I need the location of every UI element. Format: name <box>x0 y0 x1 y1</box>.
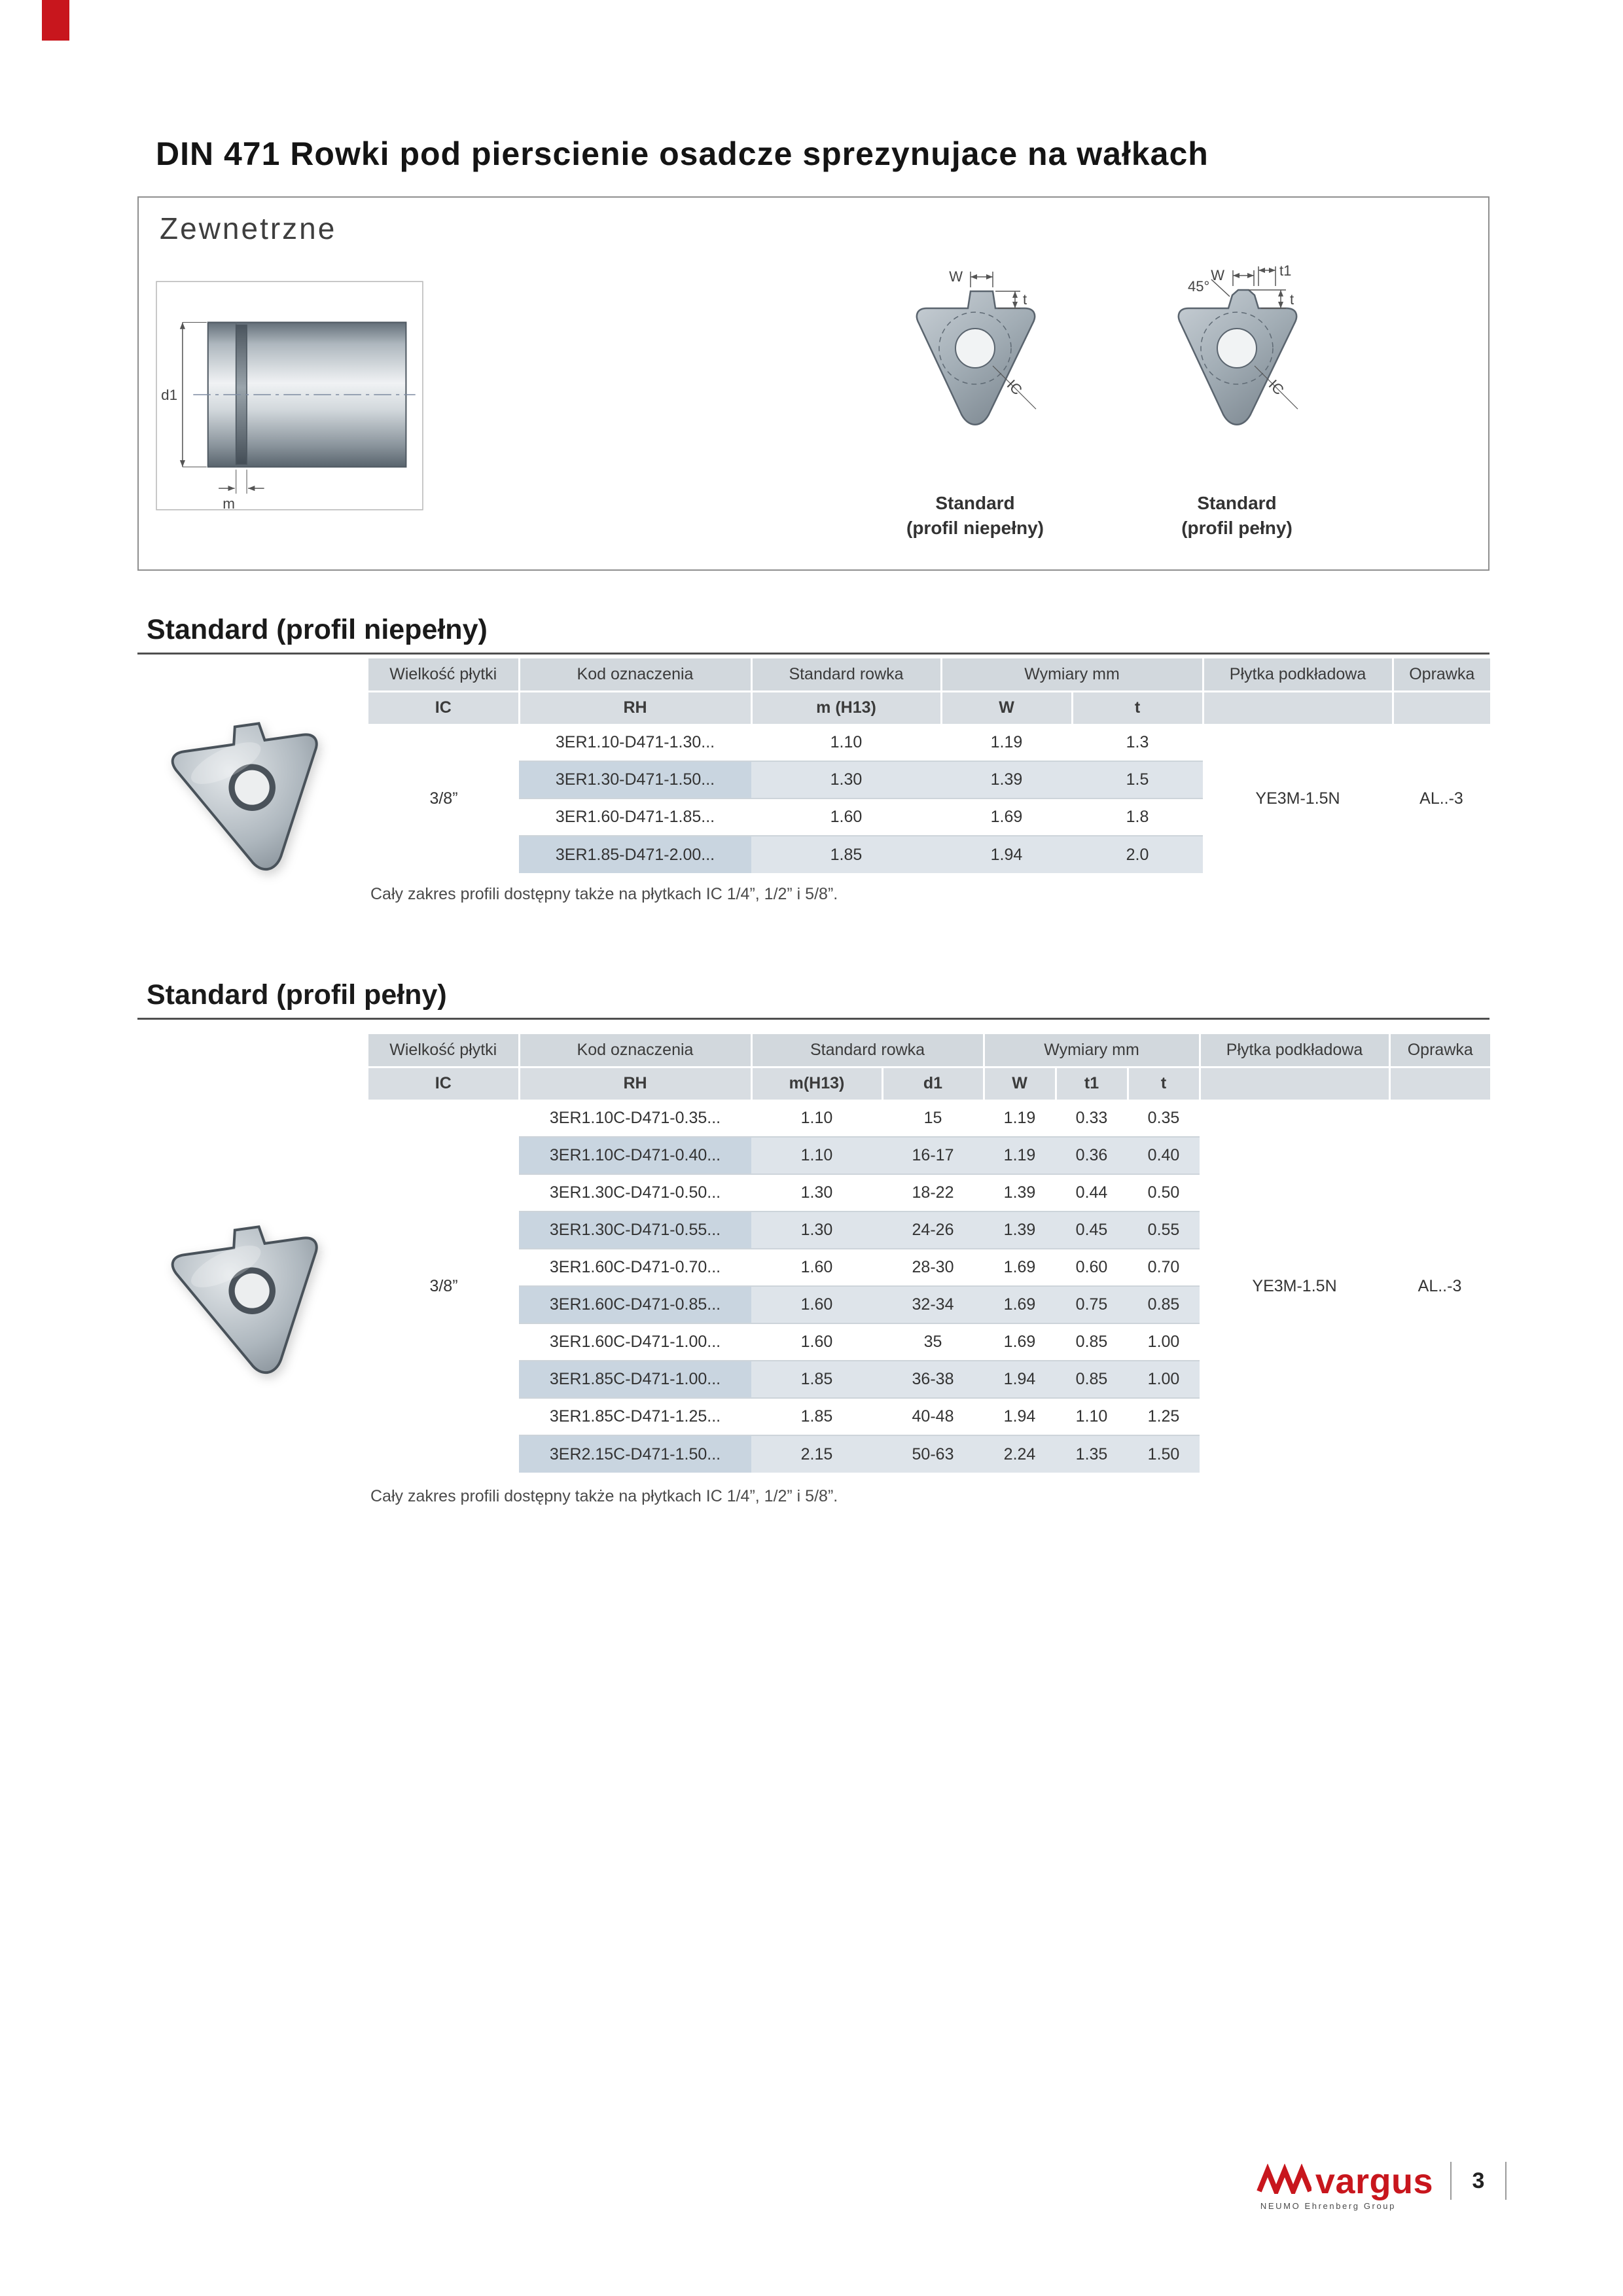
dimension-cell: 28-30 <box>882 1249 984 1286</box>
dim-label-t1: t1 <box>1279 262 1292 279</box>
dimension-cell: 1.85 <box>751 836 941 873</box>
dimension-cell: 1.94 <box>941 836 1072 873</box>
dimension-cell: 1.39 <box>984 1211 1056 1249</box>
col-header-standard-groove: Standard rowka <box>751 1034 984 1067</box>
order-code-cell: 3ER1.60-D471-1.85... <box>519 798 751 836</box>
dimension-cell: 1.00 <box>1128 1323 1200 1361</box>
col-header-shim: Płytka podkładowa <box>1200 1034 1389 1067</box>
table-row <box>368 724 1490 761</box>
sub-header-row <box>368 1067 1490 1100</box>
col-header-insert-size: Wielkość płytki <box>368 1034 519 1067</box>
sub-header-m: m (H13) <box>751 691 941 724</box>
vargus-logo <box>1257 2162 1433 2211</box>
section-heading-partial-profile <box>137 614 1489 655</box>
dimension-cell: 1.39 <box>941 761 1072 798</box>
dim-label-w: W <box>949 268 963 285</box>
dimension-cell: 1.60 <box>751 1249 882 1286</box>
sub-header-empty <box>1389 1067 1490 1100</box>
order-code-cell: 3ER1.85C-D471-1.00... <box>519 1361 751 1398</box>
sub-header-t: t <box>1128 1067 1200 1100</box>
table-note: Cały zakres profili dostępny także na płytkach IC 1/4”, 1/2” i 5/8”. <box>370 1487 838 1505</box>
dimension-cell: 1.19 <box>984 1137 1056 1174</box>
sub-header-w: W <box>941 691 1072 724</box>
col-header-standard-groove: Standard rowka <box>751 658 941 691</box>
sub-header-m: m(H13) <box>751 1067 882 1100</box>
sub-header-d1: d1 <box>882 1067 984 1100</box>
dimension-cell: 1.50 <box>1128 1435 1200 1473</box>
dimension-cell: 1.60 <box>751 798 941 836</box>
table-row <box>368 1100 1490 1137</box>
dimension-cell: 0.70 <box>1128 1249 1200 1286</box>
dimension-cell: 2.15 <box>751 1435 882 1473</box>
sub-header-w: W <box>984 1067 1056 1100</box>
dimension-cell: 1.3 <box>1072 724 1203 761</box>
insert-diagram-full-profile <box>1130 260 1346 479</box>
dimension-cell: 0.44 <box>1056 1174 1128 1211</box>
dimension-cell: 1.85 <box>751 1398 882 1435</box>
col-header-shim: Płytka podkładowa <box>1203 658 1393 691</box>
order-code-cell: 3ER1.10-D471-1.30... <box>519 724 751 761</box>
dimension-cell: 32-34 <box>882 1286 984 1323</box>
sub-header-t: t <box>1072 691 1203 724</box>
dim-label-t: t <box>1023 291 1027 308</box>
sub-header-rh: RH <box>519 691 751 724</box>
sub-header-empty <box>1200 1067 1389 1100</box>
dimension-cell: 0.85 <box>1056 1361 1128 1398</box>
dimension-cell: 0.40 <box>1128 1137 1200 1174</box>
order-code-cell: 3ER1.30-D471-1.50... <box>519 761 751 798</box>
page-corner-mark <box>42 0 69 41</box>
dimension-cell: 0.45 <box>1056 1211 1128 1249</box>
dimension-cell: 1.25 <box>1128 1398 1200 1435</box>
insert-size-cell: 3/8” <box>368 724 519 873</box>
shim-cell: YE3M-1.5N <box>1200 1100 1389 1473</box>
dimension-cell: 15 <box>882 1100 984 1137</box>
section-title: Standard (profil niepełny) <box>147 614 488 645</box>
dimension-cell: 1.19 <box>984 1100 1056 1137</box>
sub-header-empty <box>1393 691 1490 724</box>
order-code-cell: 3ER1.30C-D471-0.55... <box>519 1211 751 1249</box>
dim-label-ic: IC <box>1003 376 1026 399</box>
order-code-cell: 3ER1.60C-D471-0.85... <box>519 1286 751 1323</box>
caption-line: Standard <box>935 493 1015 513</box>
dimension-cell: 1.8 <box>1072 798 1203 836</box>
sub-header-ic: IC <box>368 691 519 724</box>
vargus-logo-text: vargus <box>1315 2162 1433 2202</box>
full-profile-table <box>368 1034 1490 1473</box>
insert-caption-full <box>1106 491 1368 541</box>
insert-caption-partial <box>844 491 1106 541</box>
col-header-holder: Oprawka <box>1389 1034 1490 1067</box>
caption-line: Standard <box>1197 493 1277 513</box>
order-code-cell: 3ER1.85C-D471-1.25... <box>519 1398 751 1435</box>
footer-divider <box>1450 2162 1452 2200</box>
col-header-insert-size: Wielkość płytki <box>368 658 519 691</box>
dimension-cell: 0.50 <box>1128 1174 1200 1211</box>
holder-cell: AL..-3 <box>1393 724 1490 873</box>
group-header-row <box>368 658 1490 691</box>
dimension-cell: 1.69 <box>984 1323 1056 1361</box>
caption-line: (profil pełny) <box>1181 517 1293 538</box>
dimension-cell: 24-26 <box>882 1211 984 1249</box>
dimension-cell: 0.33 <box>1056 1100 1128 1137</box>
dimension-cell: 2.0 <box>1072 836 1203 873</box>
dim-label-ic: IC <box>1265 376 1287 399</box>
section-title: Standard (profil pełny) <box>147 979 447 1011</box>
vargus-logo-subtext: NEUMO Ehrenberg Group <box>1260 2201 1396 2211</box>
dimension-cell: 1.10 <box>751 1100 882 1137</box>
dim-label-d1: d1 <box>161 387 178 404</box>
dimension-cell: 2.24 <box>984 1435 1056 1473</box>
insert-photo-partial <box>164 709 337 882</box>
dim-label-m: m <box>223 495 235 511</box>
partial-profile-table <box>368 658 1490 873</box>
insert-diagram-partial-profile <box>868 260 1084 479</box>
dimension-cell: 0.36 <box>1056 1137 1128 1174</box>
dimension-cell: 1.60 <box>751 1323 882 1361</box>
sub-header-rh: RH <box>519 1067 751 1100</box>
sub-header-ic: IC <box>368 1067 519 1100</box>
page-number: 3 <box>1472 2168 1485 2193</box>
dimension-cell: 0.75 <box>1056 1286 1128 1323</box>
shaft-diagram <box>156 281 423 511</box>
order-code-cell: 3ER1.10C-D471-0.35... <box>519 1100 751 1137</box>
dim-label-angle: 45° <box>1188 278 1210 295</box>
dimension-cell: 0.85 <box>1056 1323 1128 1361</box>
dimension-cell: 0.35 <box>1128 1100 1200 1137</box>
dimension-cell: 1.35 <box>1056 1435 1128 1473</box>
page-title: DIN 471 Rowki pod pierscienie osadcze sprezynujace na wałkach <box>156 135 1209 172</box>
caption-line: (profil niepełny) <box>906 517 1044 538</box>
diagram-box-label: Zewnetrzne <box>160 211 337 245</box>
dim-label-w: W <box>1211 267 1224 283</box>
dimension-cell: 0.85 <box>1128 1286 1200 1323</box>
dimension-cell: 1.69 <box>984 1286 1056 1323</box>
col-header-dimensions: Wymiary mm <box>984 1034 1200 1067</box>
dimension-cell: 16-17 <box>882 1137 984 1174</box>
dimension-cell: 0.60 <box>1056 1249 1128 1286</box>
insert-size-cell: 3/8” <box>368 1100 519 1473</box>
col-header-order-code: Kod oznaczenia <box>519 658 751 691</box>
external-grooving-diagram-box <box>137 196 1489 571</box>
sub-header-row <box>368 691 1490 724</box>
dimension-cell: 40-48 <box>882 1398 984 1435</box>
order-code-cell: 3ER1.30C-D471-0.50... <box>519 1174 751 1211</box>
dimension-cell: 35 <box>882 1323 984 1361</box>
dimension-cell: 1.00 <box>1128 1361 1200 1398</box>
order-code-cell: 3ER1.60C-D471-0.70... <box>519 1249 751 1286</box>
insert-hole <box>955 329 995 368</box>
dimension-cell: 1.69 <box>941 798 1072 836</box>
vargus-logo-mark-icon <box>1257 2164 1311 2194</box>
dimension-cell: 1.10 <box>1056 1398 1128 1435</box>
col-header-dimensions: Wymiary mm <box>941 658 1203 691</box>
holder-cell: AL..-3 <box>1389 1100 1490 1473</box>
sub-header-t1: t1 <box>1056 1067 1128 1100</box>
dimension-cell: 1.39 <box>984 1174 1056 1211</box>
dimension-cell: 1.69 <box>984 1249 1056 1286</box>
dimension-cell: 36-38 <box>882 1361 984 1398</box>
order-code-cell: 3ER1.10C-D471-0.40... <box>519 1137 751 1174</box>
col-header-holder: Oprawka <box>1393 658 1490 691</box>
dimension-cell: 50-63 <box>882 1435 984 1473</box>
page-footer <box>1257 2157 1507 2211</box>
dimension-cell: 1.30 <box>751 1174 882 1211</box>
dimension-cell: 1.10 <box>751 1137 882 1174</box>
dimension-cell: 0.55 <box>1128 1211 1200 1249</box>
order-code-cell: 3ER1.60C-D471-1.00... <box>519 1323 751 1361</box>
dimension-cell: 1.5 <box>1072 761 1203 798</box>
insert-photo-full <box>164 1212 337 1386</box>
col-header-order-code: Kod oznaczenia <box>519 1034 751 1067</box>
group-header-row <box>368 1034 1490 1067</box>
dim-label-t: t <box>1290 291 1294 308</box>
shim-cell: YE3M-1.5N <box>1203 724 1393 873</box>
table-note: Cały zakres profili dostępny także na płytkach IC 1/4”, 1/2” i 5/8”. <box>370 885 838 903</box>
dimension-cell: 1.85 <box>751 1361 882 1398</box>
sub-header-empty <box>1203 691 1393 724</box>
dimension-cell: 1.94 <box>984 1361 1056 1398</box>
dimension-cell: 1.10 <box>751 724 941 761</box>
order-code-cell: 3ER1.85-D471-2.00... <box>519 836 751 873</box>
dimension-cell: 1.19 <box>941 724 1072 761</box>
section-heading-full-profile <box>137 979 1489 1020</box>
dimension-cell: 1.94 <box>984 1398 1056 1435</box>
order-code-cell: 3ER2.15C-D471-1.50... <box>519 1435 751 1473</box>
dimension-cell: 1.60 <box>751 1286 882 1323</box>
dimension-cell: 1.30 <box>751 1211 882 1249</box>
footer-divider <box>1505 2162 1507 2200</box>
insert-hole <box>1217 329 1257 368</box>
dimension-cell: 18-22 <box>882 1174 984 1211</box>
dimension-cell: 1.30 <box>751 761 941 798</box>
